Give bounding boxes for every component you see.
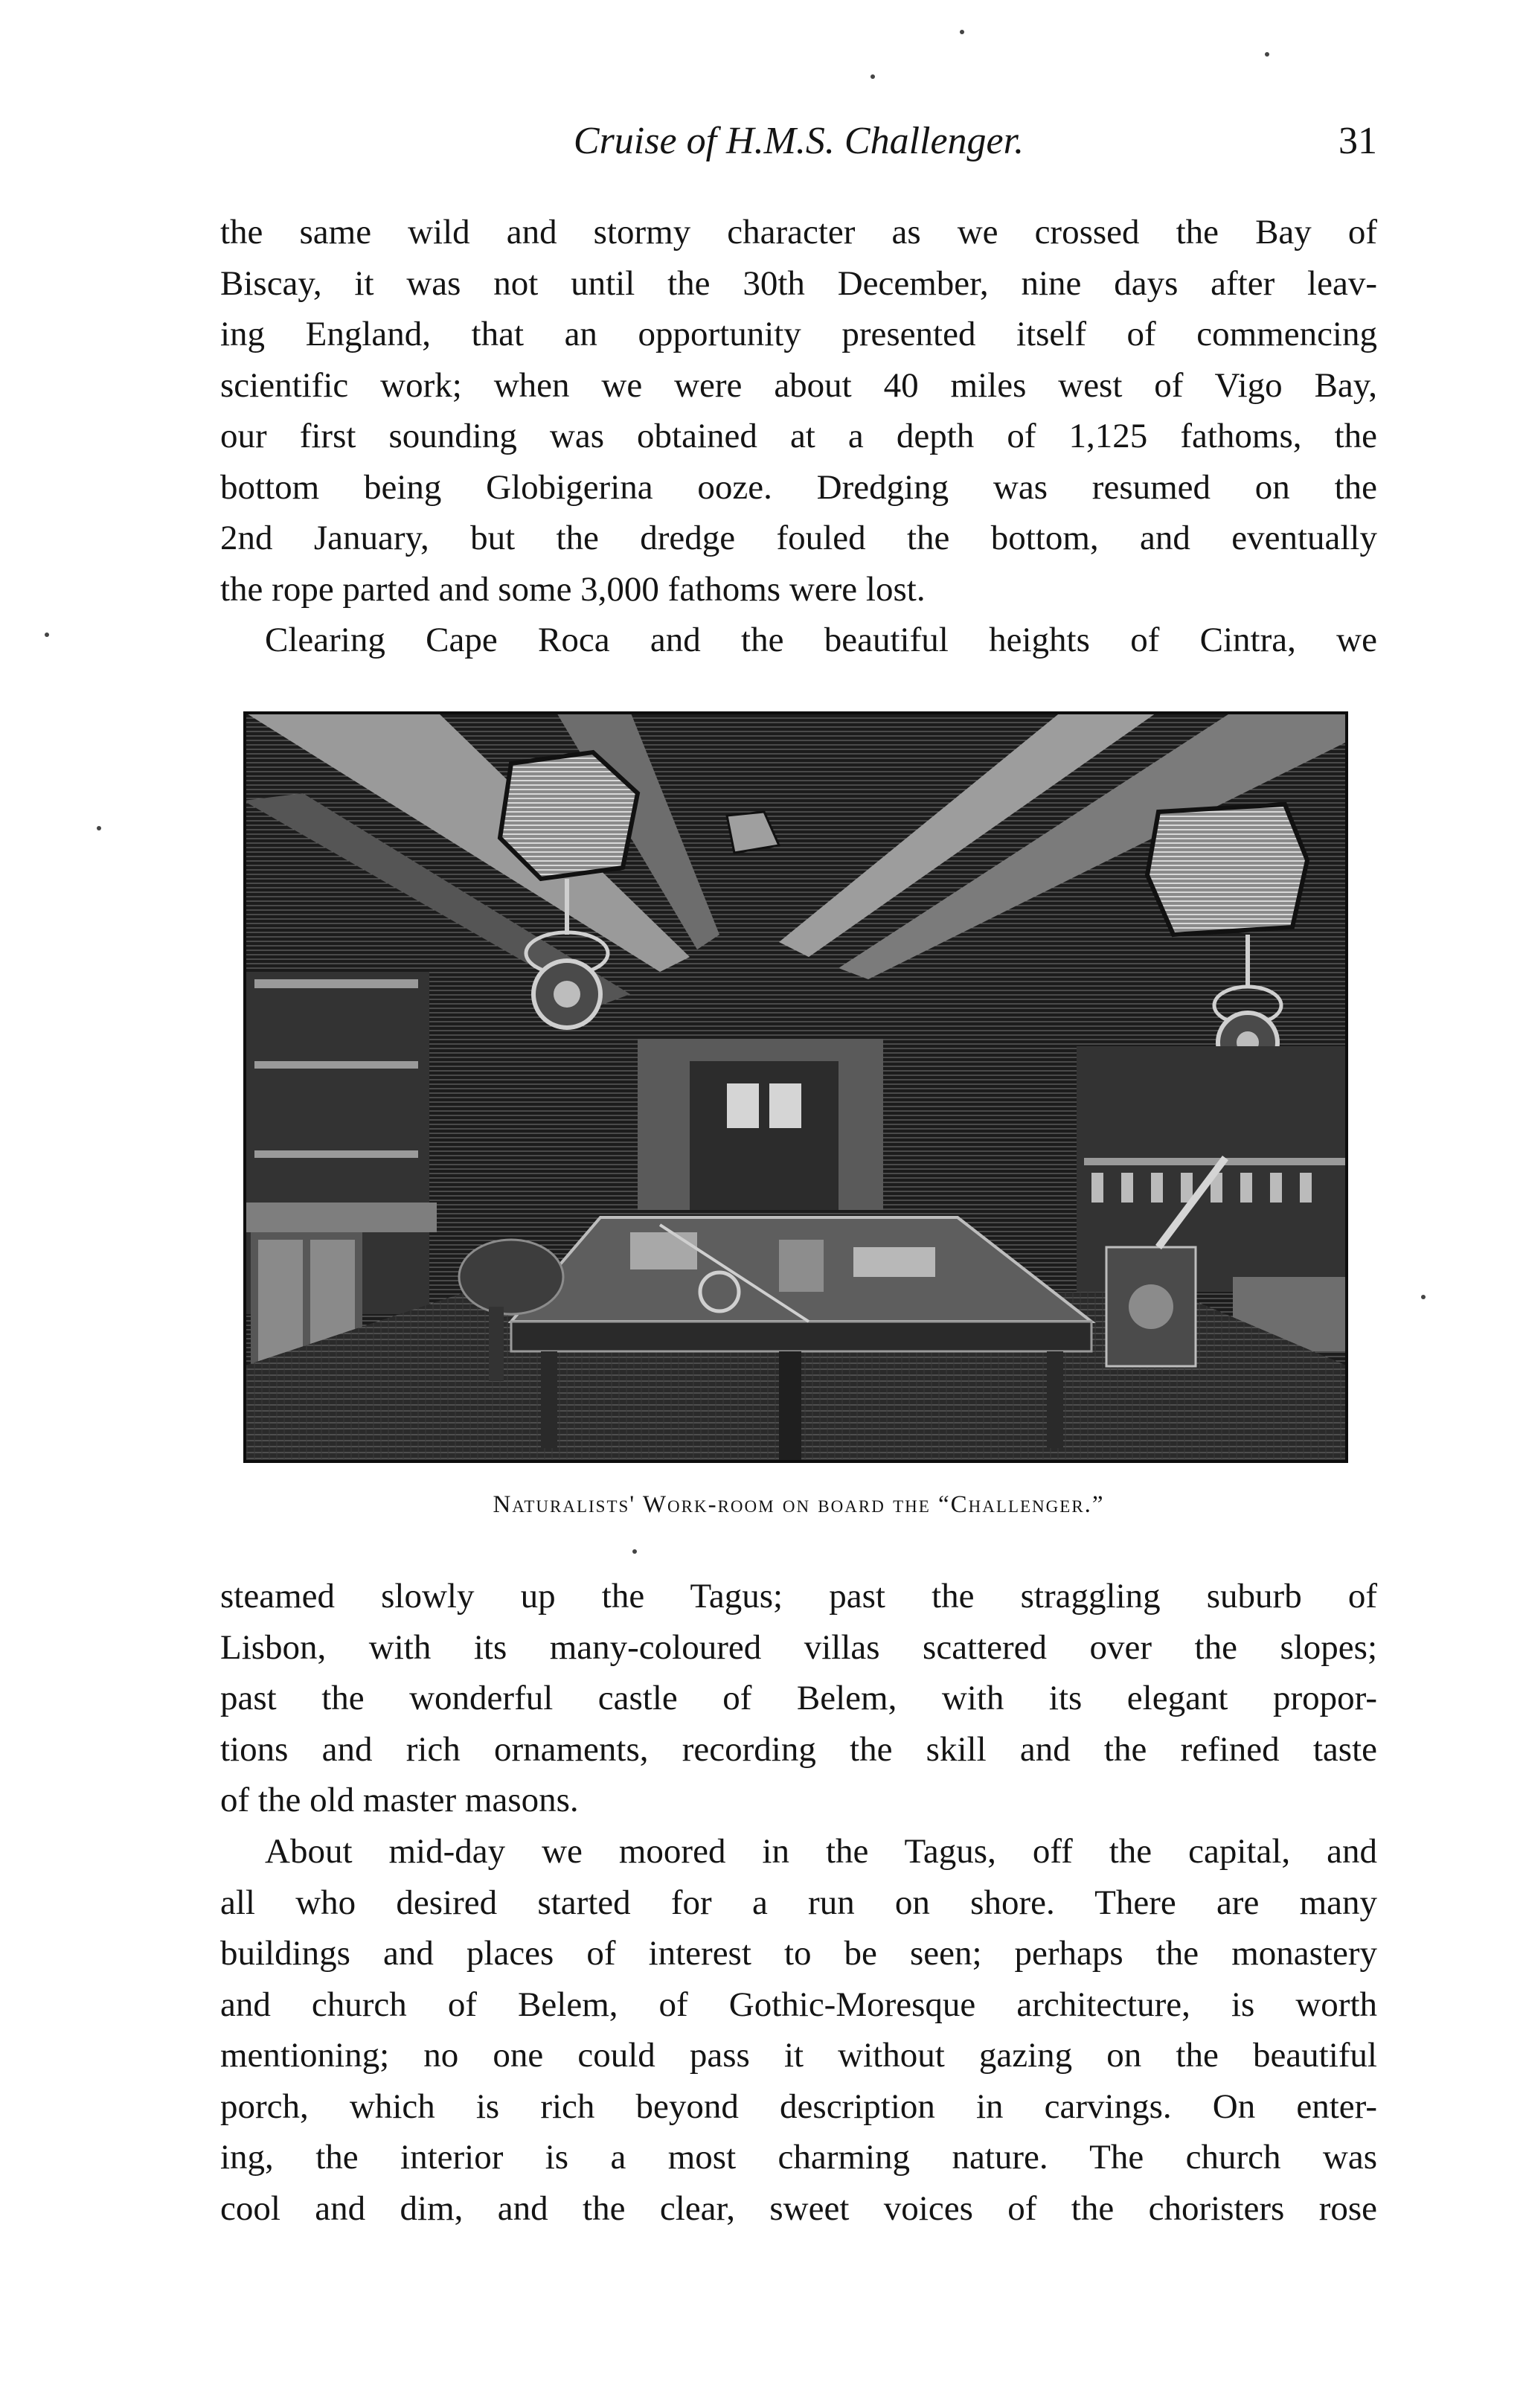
text-line: of the old master masons.: [220, 1781, 579, 1819]
paragraph-2-start: [220, 615, 1377, 666]
engraving-naturalists-workroom: [243, 711, 1348, 1463]
text-line: steamed slowly up the Tagus; past the straggling suburb of: [220, 1577, 1377, 1616]
text-line: 2nd January, but the dredge fouled the bottom, and eventually: [220, 519, 1377, 557]
scan-speck: [960, 30, 964, 34]
paragraph-3: [220, 1826, 1377, 2234]
paragraph-2-continued: [220, 1571, 1377, 1826]
text-line: tions and rich ornaments, recording the skill and the refined taste: [220, 1729, 1377, 1769]
text-line: scientific work; when we were about 40 miles west of Vigo Bay,: [220, 365, 1377, 405]
text-line: the rope parted and some 3,000 fathoms were lost.: [220, 569, 926, 609]
running-title: Cruise of H.M.S. Challenger.: [573, 120, 1025, 162]
paragraph-1: [220, 207, 1377, 615]
scan-speck: [870, 74, 875, 79]
text-line: ing England, that an opportunity presented itself of commencing: [220, 315, 1377, 353]
text-line: bottom being Globigerina ooze. Dredging was resumed on the: [220, 467, 1377, 507]
text-line: the same wild and stormy character as we crossed the Bay of: [220, 213, 1377, 252]
text-line: ing, the interior is a most charming nature. The church was: [220, 2138, 1377, 2177]
text-line: and church of Belem, of Gothic-Moresque architecture, is worth: [220, 1985, 1377, 2024]
running-header: [220, 112, 1377, 171]
text-line: Clearing Cape Roca and the beautiful heights of Cintra, we: [265, 621, 1377, 659]
scan-speck: [1421, 1295, 1426, 1299]
scan-speck: [97, 826, 101, 830]
text-line: mentioning; no one could pass it without gazing on the beautiful: [220, 2036, 1377, 2075]
text-line: our first sounding was obtained at a depth of 1,125 fathoms, the: [220, 417, 1377, 455]
text-line: cool and dim, and the clear, sweet voices of the choristers rose: [220, 2188, 1377, 2228]
scan-speck: [45, 633, 49, 637]
text-line: all who desired started for a run on shore. There are many: [220, 1883, 1377, 1922]
scan-speck: [632, 1549, 637, 1554]
text-line: About mid-day we moored in the Tagus, off the capital, and: [265, 1832, 1377, 1871]
text-line: Lisbon, with its many-coloured villas scattered over the slopes;: [220, 1627, 1377, 1667]
text-line: past the wonderful castle of Belem, with its elegant propor-: [220, 1679, 1377, 1717]
text-line: Biscay, it was not until the 30th December, nine days after leav-: [220, 263, 1377, 303]
text-line: buildings and places of interest to be seen; perhaps the monastery: [220, 1934, 1377, 1973]
scan-speck: [1265, 52, 1269, 57]
text-line: porch, which is rich beyond description in carvings. On enter-: [220, 2087, 1377, 2126]
page-number: 31: [1338, 120, 1377, 162]
figure-caption: Naturalists' Work-room on board the “Challenger.”: [493, 1491, 1105, 1518]
